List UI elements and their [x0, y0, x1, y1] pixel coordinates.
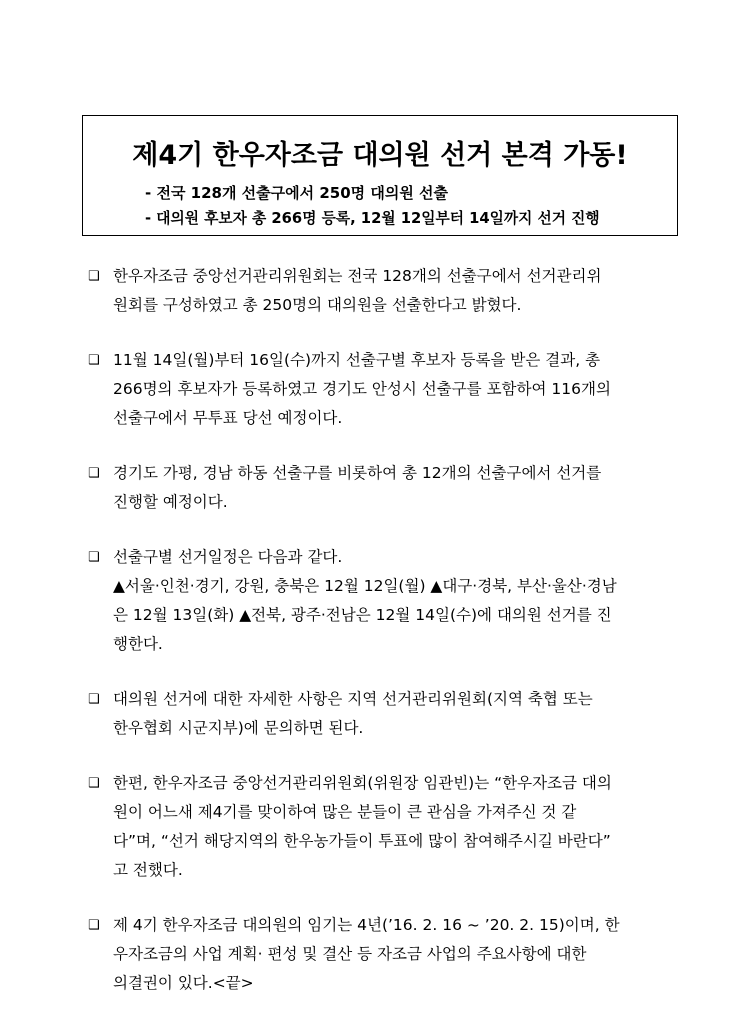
paragraph-line: 한편, 한우자조금 중앙선거관리위원회(위원장 임관빈)는 “한우자조금 대의 — [113, 774, 612, 792]
page-title: 제4기 한우자조금 대의원 선거 본격 가동! — [132, 140, 628, 171]
checkbox-square-icon: ❑ — [88, 269, 100, 284]
paragraph-line: 266명의 후보자가 등록하였고 경기도 안성시 선출구를 포함하여 116개의 — [113, 380, 611, 398]
paragraph-line: 다”며, “선거 해당지역의 한우농가들이 투표에 많이 참여해주시길 바란다” — [113, 832, 611, 850]
paragraph-item — [88, 685, 666, 743]
paragraph-line: 원회를 구성하였고 총 250명의 대의원을 선출한다고 밝혔다. — [113, 296, 522, 314]
subtitle-line: - 전국 128개 선출구에서 250명 대의원 선출 — [145, 184, 449, 202]
checkbox-square-icon: ❑ — [88, 550, 100, 565]
paragraph-line: 대의원 선거에 대한 자세한 사항은 지역 선거관리위원회(지역 축협 또는 — [113, 690, 593, 708]
paragraph-item — [88, 769, 666, 885]
body-paragraph-list — [88, 262, 666, 1020]
checkbox-square-icon: ❑ — [88, 466, 100, 481]
paragraph-item — [88, 911, 666, 998]
paragraph-item — [88, 346, 666, 433]
paragraph-line: 경기도 가평, 경남 하동 선출구를 비롯하여 총 12개의 선출구에서 선거를 — [113, 464, 602, 482]
checkbox-square-icon: ❑ — [88, 918, 100, 933]
paragraph-line: 한우자조금 중앙선거관리위원회는 전국 128개의 선출구에서 선거관리위 — [113, 267, 602, 285]
paragraph-line: ▲서울·인천·경기, 강원, 충북은 12월 12일(월) ▲대구·경북, 부산·울산·경남 — [113, 577, 617, 595]
subtitle-list — [145, 180, 600, 232]
paragraph-line: 선출구별 선거일정은 다음과 같다. — [113, 548, 343, 566]
headline-box — [82, 115, 678, 236]
paragraph-line: 한우협회 시군지부)에 문의하면 된다. — [113, 719, 364, 737]
paragraph-item — [88, 459, 666, 517]
subtitle-line: - 대의원 후보자 총 266명 등록, 12월 12일부터 14일까지 선거 진행 — [145, 210, 600, 227]
paragraph-line: 제 4기 한우자조금 대의원의 임기는 4년(’16. 2. 16 ~ ’20. 2. 15)이며, 한 — [113, 916, 620, 934]
checkbox-square-icon: ❑ — [88, 353, 100, 368]
checkbox-square-icon: ❑ — [88, 692, 100, 707]
paragraph-line: 원이 어느새 제4기를 맞이하여 많은 분들이 큰 관심을 가져주신 것 같 — [113, 803, 577, 821]
checkbox-square-icon: ❑ — [88, 776, 100, 791]
paragraph-line: 선출구에서 무투표 당선 예정이다. — [113, 409, 343, 427]
paragraph-item — [88, 262, 666, 320]
paragraph-line: 은 12월 13일(화) ▲전북, 광주·전남은 12월 14일(수)에 대의원 선거를 진 — [113, 606, 612, 624]
paragraph-line: 11월 14일(월)부터 16일(수)까지 선출구별 후보자 등록을 받은 결과, 총 — [113, 351, 601, 369]
paragraph-line: 행한다. — [113, 635, 163, 653]
paragraph-item — [88, 543, 666, 659]
paragraph-line: 우자조금의 사업 계획· 편성 및 결산 등 자조금 사업의 주요사항에 대한 — [113, 945, 587, 963]
paragraph-line: 진행할 예정이다. — [113, 493, 228, 511]
paragraph-line: 의결권이 있다.<끝> — [113, 974, 254, 992]
paragraph-line: 고 전했다. — [113, 861, 183, 879]
